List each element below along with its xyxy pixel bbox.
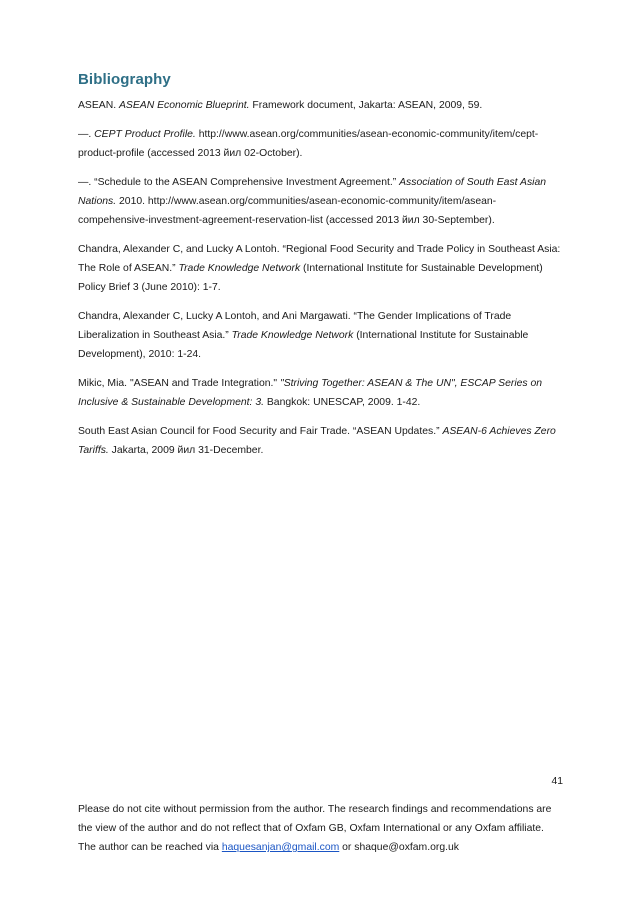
entry-text: Chandra, Alexander C, Lucky A Lontoh, and Ani Margawati. “The Gender Implications of Trade Liberalization in Southeast Asia.” <box>78 311 512 341</box>
entry-text: —. “Schedule to the ASEAN Comprehensive Investment Agreement.” <box>78 177 400 188</box>
bibliography-entry <box>78 96 562 115</box>
entry-title-italic: Trade Knowledge Network <box>178 263 301 274</box>
footer-text: Please do not cite without permission from the author. The research findings and recommendations are the view of the author and do not reflect that of Oxfam GB, Oxfam International or any Oxfam affiliate. The author can be reached via <box>78 804 552 853</box>
bibliography-entry <box>78 374 562 412</box>
entry-text: Framework document, Jakarta: ASEAN, 2009, 59. <box>249 100 483 111</box>
bibliography-entry <box>78 240 562 297</box>
entry-text: ASEAN. <box>78 100 119 111</box>
bibliography-entry <box>78 422 562 460</box>
entry-text: —. <box>78 129 95 140</box>
footer-disclaimer <box>78 800 562 857</box>
entry-text: Jakarta, 2009 йил 31-December. <box>108 445 264 456</box>
entry-text: (International Institute for Sustainable Development) Policy Brief 3 (June 2010): 1-7. <box>78 263 543 293</box>
bibliography-list <box>78 96 562 470</box>
page-number: 41 <box>551 776 563 787</box>
bibliography-entry <box>78 125 562 163</box>
entry-title-italic: Trade Knowledge Network <box>231 330 354 341</box>
entry-title-italic: ASEAN-6 Achieves Zero Tariffs. <box>78 426 556 456</box>
bibliography-entry <box>78 173 562 230</box>
bibliography-entry <box>78 307 562 364</box>
bibliography-heading: Bibliography <box>78 71 171 88</box>
entry-text: http://www.asean.org/communities/asean-economic-community/item/cept-product-profile (accessed 2013 йил 02-October). <box>78 129 539 159</box>
author-email-link[interactable]: haquesanjan@gmail.com <box>221 842 340 853</box>
entry-title-italic: CEPT Product Profile. <box>94 129 196 140</box>
entry-text: Bangkok: UNESCAP, 2009. 1-42. <box>263 397 421 408</box>
footer-text-end: or shaque@oxfam.org.uk <box>339 842 459 853</box>
entry-title-italic: "Striving Together: ASEAN & The UN", ESCAP Series on Inclusive & Sustainable Development: 3. <box>78 378 543 408</box>
entry-text: (International Institute for Sustainable Development), 2010: 1-24. <box>78 330 529 360</box>
entry-text: Mikic, Mia. "ASEAN and Trade Integration." <box>78 378 280 389</box>
entry-title-italic: ASEAN Economic Blueprint. <box>119 100 250 111</box>
entry-text: 2010. http://www.asean.org/communities/asean-economic-community/item/asean-compehensive-investment-agreement-reservation-list (accessed 2013 йил 30-September). <box>78 196 497 226</box>
entry-text: Chandra, Alexander C, and Lucky A Lontoh. “Regional Food Security and Trade Policy in Southeast Asia: The Role of ASEAN.” <box>78 244 561 274</box>
entry-title-italic: Association of South East Asian Nations. <box>78 177 547 207</box>
entry-text: South East Asian Council for Food Security and Fair Trade. “ASEAN Updates.” <box>78 426 443 437</box>
